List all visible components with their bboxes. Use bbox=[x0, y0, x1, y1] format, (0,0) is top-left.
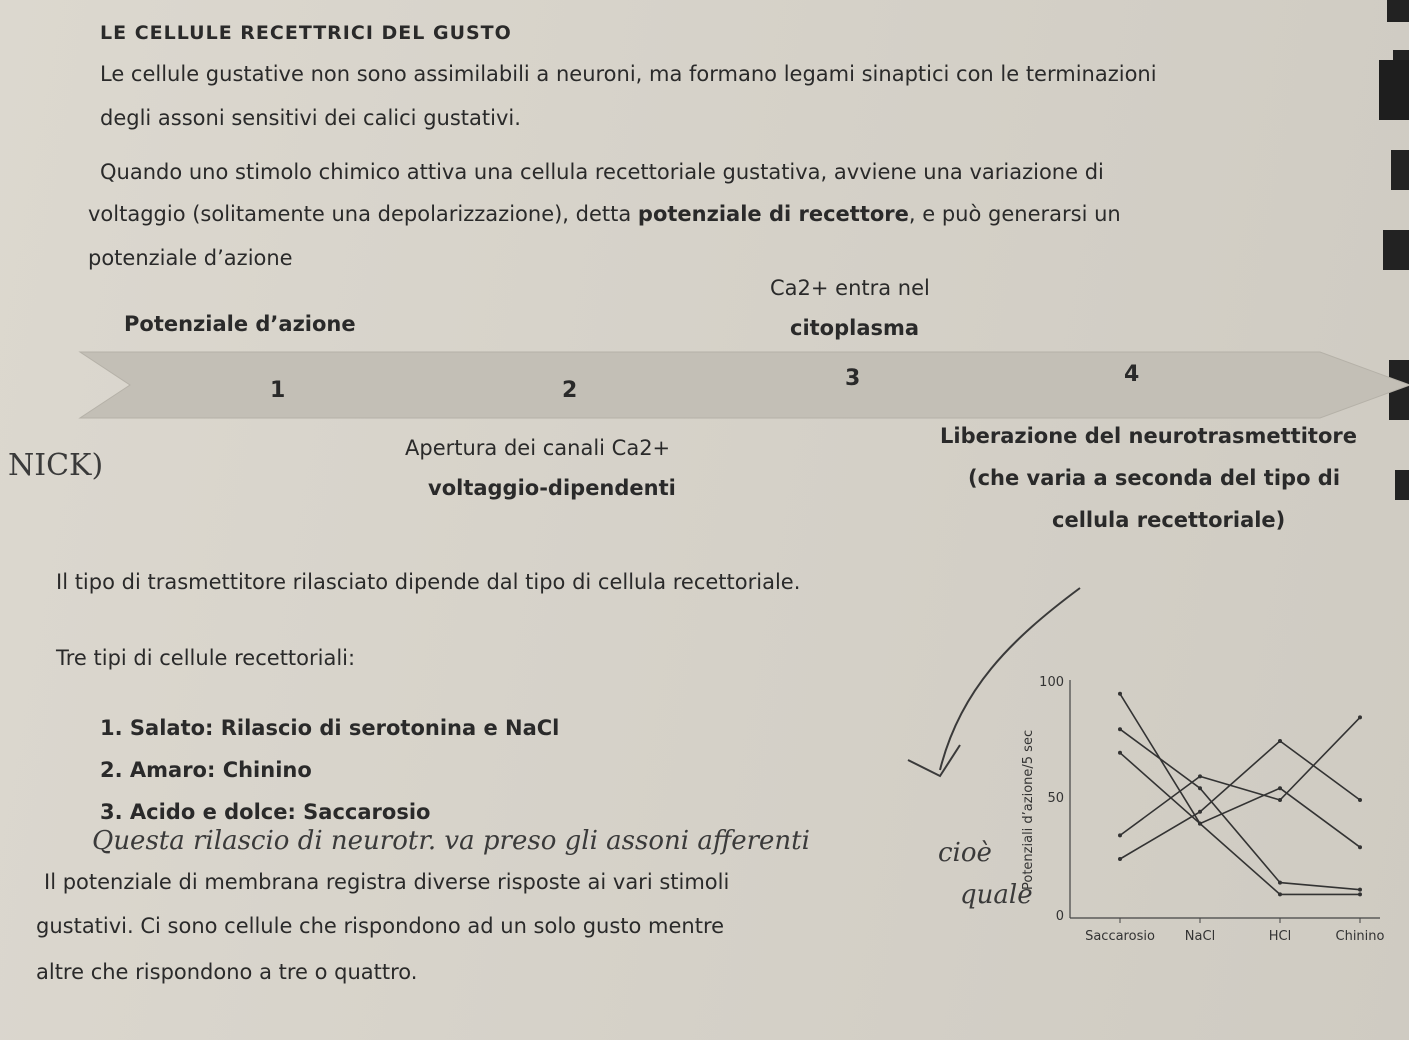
paragraph-2-line-2-bold: potenziale di recettore bbox=[637, 202, 909, 226]
data-point bbox=[1358, 888, 1362, 892]
paragraph-2-line-1: Quando uno stimolo chimico attiva una cellula recettoriale gustativa, avviene una variazione di bbox=[100, 160, 1104, 184]
step-label-channels-2: voltaggio-dipendenti bbox=[428, 476, 676, 500]
handwritten-margin-note: NICK) bbox=[8, 448, 104, 483]
step-label-ca-enters-1: Ca2+ entra nel bbox=[770, 276, 930, 300]
data-point bbox=[1278, 881, 1282, 885]
paragraph-2-line-2 bbox=[88, 202, 1121, 226]
closing-line-2: gustativi. Ci sono cellule che rispondono ad un solo gusto mentre bbox=[36, 914, 725, 938]
y-axis-label: Potenziali d’azione/5 sec bbox=[1021, 729, 1036, 890]
data-point bbox=[1118, 833, 1122, 837]
handwritten-side-note-2: quale bbox=[960, 880, 1033, 910]
list-item-sour-sweet: 3. Acido e dolce: Saccarosio bbox=[100, 800, 431, 824]
x-tick-label: Saccarosio bbox=[1085, 929, 1155, 944]
data-point bbox=[1278, 798, 1282, 802]
data-point bbox=[1198, 774, 1202, 778]
taste-response-chart bbox=[1010, 670, 1390, 950]
closing-line-3: altre che rispondono a tre o quattro. bbox=[36, 960, 418, 984]
data-point bbox=[1198, 810, 1202, 814]
x-tick-label: HCl bbox=[1268, 929, 1292, 944]
page-edge-marks bbox=[1369, 0, 1409, 600]
data-point bbox=[1358, 845, 1362, 849]
data-point bbox=[1358, 715, 1362, 719]
step-label-release-2: (che varia a seconda del tipo di bbox=[968, 466, 1341, 490]
step-number-3: 3 bbox=[845, 366, 861, 391]
step-label-release-3: cellula recettoriale) bbox=[1052, 508, 1286, 532]
data-point bbox=[1118, 857, 1122, 861]
data-point bbox=[1358, 892, 1362, 896]
data-point bbox=[1118, 727, 1122, 731]
step-label-ca-enters-2: citoplasma bbox=[790, 316, 920, 340]
closing-line-1: Il potenziale di membrana registra diverse risposte ai vari stimoli bbox=[44, 870, 730, 894]
y-tick-50: 50 bbox=[1047, 791, 1064, 806]
step-number-1: 1 bbox=[270, 378, 286, 403]
data-point bbox=[1198, 786, 1202, 790]
y-tick-0: 0 bbox=[1055, 909, 1064, 924]
y-tick-100: 100 bbox=[1039, 675, 1064, 690]
data-point bbox=[1278, 739, 1282, 743]
paragraph-2-line-3: potenziale d’azione bbox=[88, 246, 293, 270]
data-point bbox=[1278, 786, 1282, 790]
handwritten-note-line: Questa rilascio di neurotr. va preso gli assoni afferenti bbox=[92, 826, 810, 856]
step-number-2: 2 bbox=[562, 378, 578, 403]
data-point bbox=[1118, 692, 1122, 696]
series-line-5 bbox=[1120, 741, 1360, 859]
data-point bbox=[1118, 751, 1122, 755]
step-label-channels-1: Apertura dei canali Ca2+ bbox=[405, 436, 671, 460]
paragraph-2-line-2-post: , e può generarsi un bbox=[908, 202, 1121, 226]
three-types-heading: Tre tipi di cellule recettoriali: bbox=[56, 646, 356, 670]
list-item-bitter: 2. Amaro: Chinino bbox=[100, 758, 312, 782]
paragraph-1-line-1: Le cellule gustative non sono assimilabili a neuroni, ma formano legami sinaptici con le terminazioni bbox=[100, 62, 1157, 86]
paragraph-2-line-2-pre: voltaggio (solitamente una depolarizzazione), detta bbox=[88, 202, 638, 226]
transmitter-sentence: Il tipo di trasmettitore rilasciato dipende dal tipo di cellula recettoriale. bbox=[56, 570, 801, 594]
paragraph-1-line-2: degli assoni sensitivi dei calici gustativi. bbox=[100, 106, 521, 130]
handwritten-side-note-1: cioè bbox=[938, 838, 992, 868]
list-item-salty: 1. Salato: Rilascio di serotonina e NaCl bbox=[100, 716, 560, 740]
page-title: LE CELLULE RECETTRICI DEL GUSTO bbox=[100, 22, 512, 44]
x-tick-label: Chinino bbox=[1335, 929, 1385, 944]
data-point bbox=[1278, 892, 1282, 896]
series-line-3 bbox=[1120, 753, 1360, 847]
data-point bbox=[1358, 798, 1362, 802]
process-arrow bbox=[20, 340, 1409, 430]
step-number-4: 4 bbox=[1124, 362, 1140, 387]
series-line-4 bbox=[1120, 694, 1360, 895]
step-label-action-potential: Potenziale d’azione bbox=[124, 312, 356, 336]
x-tick-label: NaCl bbox=[1184, 929, 1216, 944]
step-label-release-1: Liberazione del neurotrasmettitore bbox=[940, 424, 1357, 448]
data-point bbox=[1198, 822, 1202, 826]
